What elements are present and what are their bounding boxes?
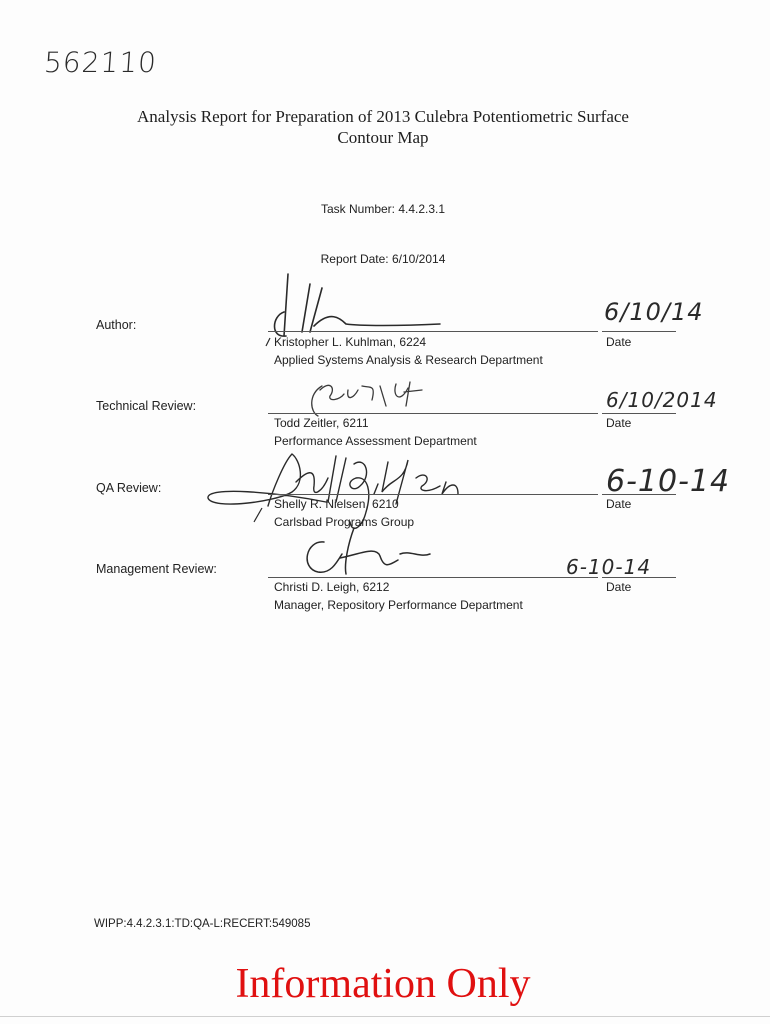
signer-department: Performance Assessment Department xyxy=(274,434,477,448)
signer-name: Christi D. Leigh, 6212 xyxy=(274,580,390,594)
signer-department: Carlsbad Programs Group xyxy=(274,515,415,529)
review-label: Technical Review: xyxy=(96,399,197,413)
signer-info xyxy=(274,333,543,369)
date-label: Date xyxy=(606,335,632,349)
signer-department: Manager, Repository Performance Department xyxy=(274,598,523,612)
information-only-stamp: Information Only xyxy=(235,961,531,1007)
date-line xyxy=(602,413,676,414)
page-bottom-edge xyxy=(0,1016,770,1017)
handwritten-date: 6/10/14 xyxy=(604,298,704,326)
date-label: Date xyxy=(606,580,632,594)
report-date: Report Date: 6/10/2014 xyxy=(320,252,446,266)
signature-line xyxy=(268,331,598,332)
title-line-2: Contour Map xyxy=(337,128,429,147)
wipp-identifier: WIPP:4.4.2.3.1:TD:QA-L:RECERT:549085 xyxy=(94,918,311,930)
date-label: Date xyxy=(606,416,632,430)
management-signature xyxy=(280,524,460,584)
signer-department: Applied Systems Analysis & Research Department xyxy=(274,353,543,367)
signer-info xyxy=(274,414,477,450)
signer-name: Shelly R. Nielsen, 6210 xyxy=(274,497,399,511)
signer-name: Todd Zeitler, 6211 xyxy=(274,416,369,430)
signer-info xyxy=(274,578,523,614)
date-line xyxy=(602,331,676,332)
task-number: Task Number: 4.4.2.3.1 xyxy=(320,202,446,216)
review-label: Author: xyxy=(96,318,137,332)
handwritten-date: 6/10/2014 xyxy=(606,388,718,412)
date-line xyxy=(602,494,676,495)
document-title xyxy=(0,106,766,148)
date-label: Date xyxy=(606,497,632,511)
review-label: QA Review: xyxy=(96,481,162,495)
signer-info xyxy=(274,495,414,531)
signer-name: Kristopher L. Kuhlman, 6224 xyxy=(274,335,427,349)
review-label: Management Review: xyxy=(96,562,217,576)
handwritten-document-number: 562110 xyxy=(42,46,159,79)
handwritten-date: 6-10-14 xyxy=(566,555,652,579)
handwritten-date: 6-10-14 xyxy=(606,464,731,499)
title-line-1: Analysis Report for Preparation of 2013 Culebra Potentiometric Surface xyxy=(137,107,629,126)
date-line xyxy=(602,577,676,578)
